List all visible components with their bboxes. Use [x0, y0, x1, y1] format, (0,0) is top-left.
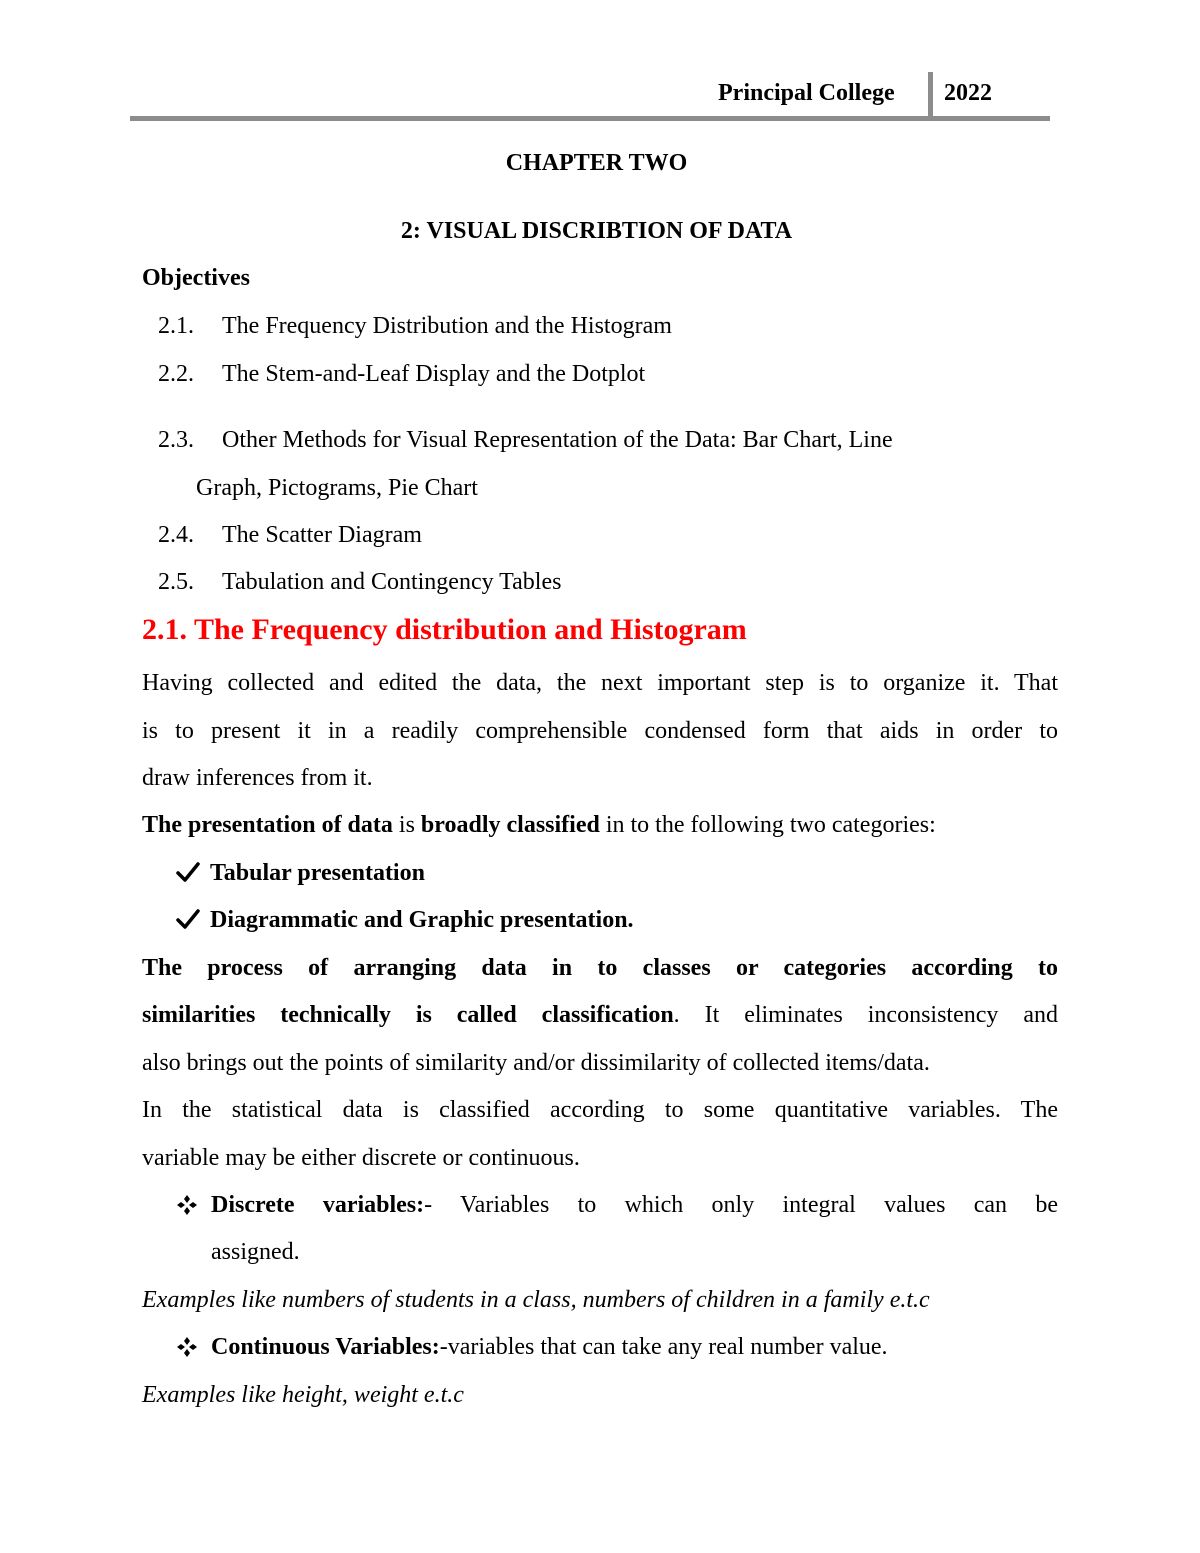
objective-text-continued: Graph, Pictograms, Pie Chart: [196, 475, 478, 501]
presentation-sentence: [142, 812, 936, 839]
objective-number: 2.1.: [158, 313, 194, 339]
chapter-title: CHAPTER TWO: [505, 150, 688, 176]
objective-text: The Scatter Diagram: [222, 522, 422, 548]
check-list-item: [176, 860, 425, 887]
classification-text: . It eliminates inconsistency and: [673, 1002, 1058, 1028]
presentation-bold-term: broadly classified: [420, 812, 600, 838]
header-college-name: Principal College: [718, 80, 895, 106]
objective-number: 2.4.: [158, 522, 194, 548]
check-list-item: [176, 907, 634, 934]
chapter-subtitle: 2: VISUAL DISCRIBTION OF DATA: [400, 218, 793, 244]
paragraph-line: draw inferences from it.: [142, 765, 373, 791]
objective-number: 2.3.: [158, 427, 194, 453]
presentation-text: in to the following two categories:: [599, 812, 936, 838]
objective-text: Tabulation and Contingency Tables: [222, 569, 562, 595]
continuous-label: Continuous Variables:: [211, 1334, 440, 1360]
paragraph-line: Having collected and edited the data, the next important step is to organize it. That: [142, 670, 1058, 696]
discrete-text-continued: assigned.: [211, 1239, 300, 1265]
classification-bold-term: similarities technically is called classification: [142, 1002, 674, 1028]
objective-text: The Stem-and-Leaf Display and the Dotplot: [222, 361, 646, 387]
discrete-example: Examples like numbers of students in a class, numbers of children in a family e.t.c: [142, 1287, 930, 1313]
objective-text: Other Methods for Visual Representation of the Data: Bar Chart, Line: [222, 427, 893, 453]
presentation-text: is: [392, 812, 421, 838]
check-item-label: Diagrammatic and Graphic presentation.: [210, 907, 634, 933]
objective-number: 2.5.: [158, 569, 194, 595]
check-icon: [176, 909, 200, 929]
classification-line: [142, 1002, 1058, 1029]
header-year: 2022: [944, 80, 992, 106]
continuous-example: Examples like height, weight e.t.c: [142, 1382, 464, 1408]
continuous-text: -variables that can take any real number value.: [439, 1334, 888, 1360]
discrete-variables-line: [211, 1192, 1058, 1219]
classification-line: also brings out the points of similarity and/or dissimilarity of collected items/data.: [142, 1050, 930, 1076]
classification-line: The process of arranging data in to classes or categories according to: [142, 955, 1058, 981]
four-diamond-bullet-icon: [176, 1194, 206, 1221]
statistical-line: In the statistical data is classified according to some quantitative variables. The: [142, 1097, 1058, 1123]
statistical-line: variable may be either discrete or continuous.: [142, 1145, 580, 1171]
objectives-heading: Objectives: [142, 265, 250, 291]
check-item-label: Tabular presentation: [210, 860, 425, 886]
objective-number: 2.2.: [158, 361, 194, 387]
header-rule: [130, 116, 1050, 121]
four-diamond-bullet-icon: [176, 1336, 206, 1363]
discrete-text: - Variables to which only integral values can be: [424, 1192, 1058, 1218]
header-separator: [928, 72, 933, 118]
presentation-bold-term: The presentation of data: [142, 812, 393, 838]
check-icon: [176, 862, 200, 882]
objective-text: The Frequency Distribution and the Histogram: [222, 313, 672, 339]
continuous-variables-line: [211, 1334, 888, 1361]
section-heading: 2.1. The Frequency distribution and Histogram: [142, 613, 747, 646]
paragraph-line: is to present it in a readily comprehensible condensed form that aids in order to: [142, 718, 1058, 744]
discrete-label: Discrete variables:: [211, 1192, 425, 1218]
